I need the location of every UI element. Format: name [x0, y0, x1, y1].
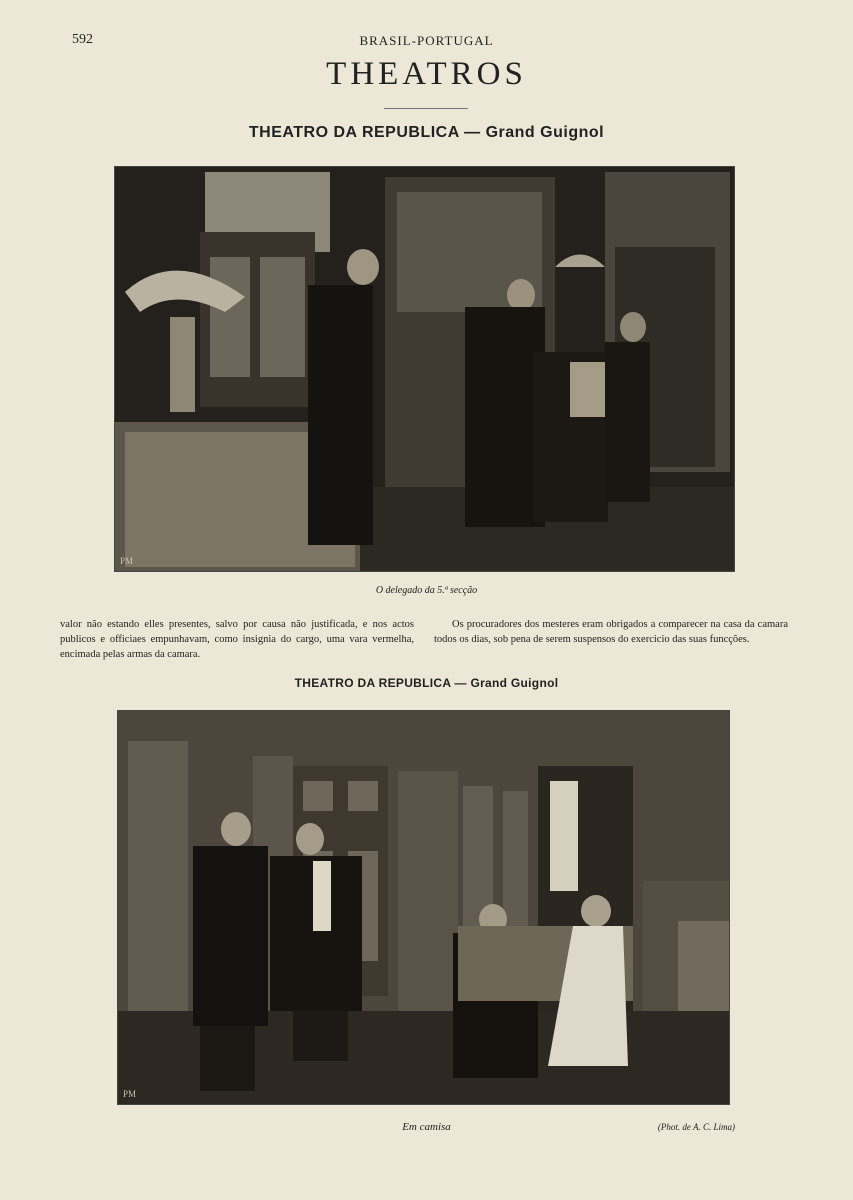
monogram-top: PM [120, 556, 134, 566]
photo-credit: (Phot. de A. C. Lima) [657, 1122, 735, 1132]
headline-top: THEATRO DA REPUBLICA — Grand Guignol [248, 124, 605, 141]
caption-bottom: Em camisa [402, 1121, 451, 1133]
stage-photo-bottom [117, 710, 730, 1105]
title-rule [384, 108, 468, 109]
running-head: BRASIL-PORTUGAL [359, 33, 494, 48]
body-col-left: valor não estando elles presentes, salvo por causa não justificada, e nos actos publicos e officiaes empunhavam, como insignia do cargo, uma vara vermelha, encimada pelas armas da camara. [60, 619, 414, 660]
headline-bottom: THEATRO DA REPUBLICA — Grand Guignol [294, 676, 559, 690]
stage-photo-top [114, 166, 735, 572]
page-number: 592 [72, 32, 93, 47]
section-title: THEATROS [326, 56, 527, 92]
monogram-bottom: PM [123, 1089, 137, 1099]
body-col-right: Os procuradores dos mesteres eram obrigados a comparecer na casa da camara todos os dias, sob pena de serem suspensos do exercicio das suas funcções. [434, 619, 788, 645]
caption-top: O delegado da 5.ª secção [375, 585, 478, 596]
